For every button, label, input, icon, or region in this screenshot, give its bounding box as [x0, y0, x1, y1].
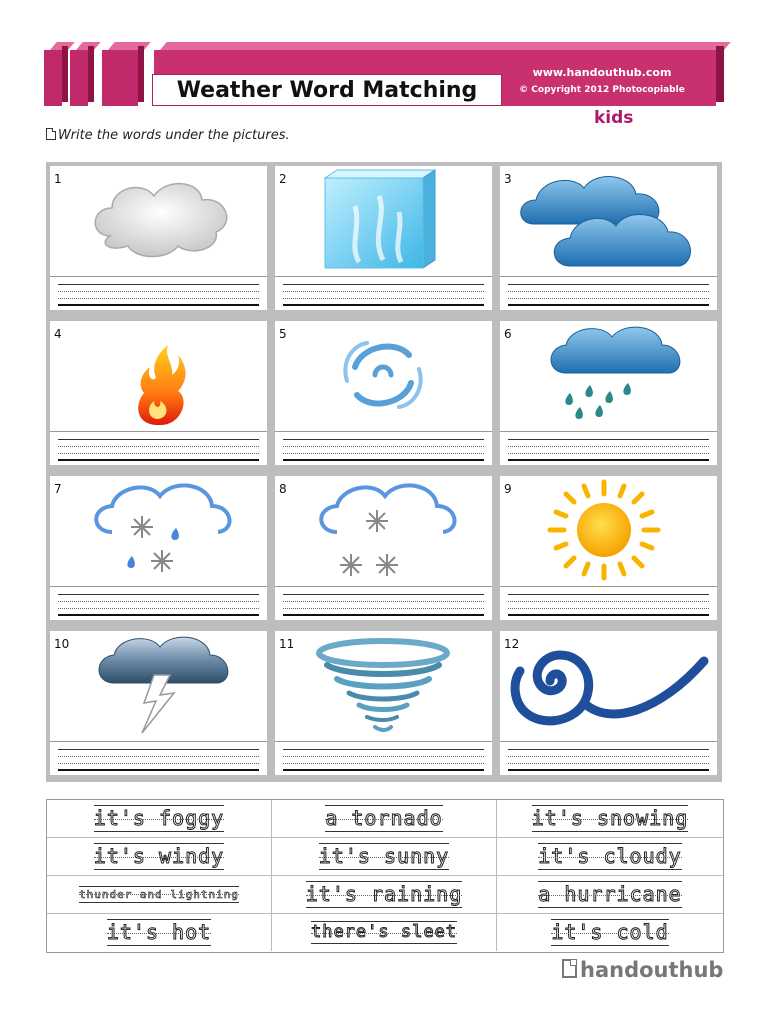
word-bank-cell — [47, 914, 272, 951]
word-bank-item: it's sunny — [318, 844, 450, 868]
picture-number: 12 — [504, 637, 520, 651]
copyright-notice: © Copyright 2012 Photocopiable — [519, 85, 685, 95]
banner-block — [44, 50, 62, 106]
picture-cell-10 — [50, 631, 267, 775]
word-bank-cell — [47, 838, 272, 876]
picture-cell-6 — [500, 321, 717, 465]
word-bank — [46, 799, 724, 953]
picture-number: 7 — [54, 482, 62, 496]
word-bank-cell — [272, 876, 497, 914]
picture-cell-1 — [50, 166, 267, 310]
picture-number: 2 — [279, 172, 287, 186]
snow-cloud-icon — [275, 476, 492, 586]
word-bank-item: it's cold — [551, 920, 669, 944]
writing-lines[interactable] — [50, 431, 267, 466]
banner-block — [102, 50, 138, 106]
writing-lines[interactable] — [50, 586, 267, 621]
word-bank-cell — [497, 838, 723, 876]
word-bank-item: thunder and lightning — [79, 886, 239, 904]
writing-lines[interactable] — [275, 586, 492, 621]
footer-brand — [562, 958, 723, 982]
word-bank-cell — [47, 800, 272, 838]
picture-number: 11 — [279, 637, 295, 651]
picture-number: 9 — [504, 482, 512, 496]
word-bank-cell — [47, 876, 272, 914]
word-bank-cell — [497, 800, 723, 838]
writing-lines[interactable] — [500, 586, 717, 621]
word-bank-cell — [272, 914, 497, 951]
writing-lines[interactable] — [500, 276, 717, 311]
picture-number: 8 — [279, 482, 287, 496]
picture-number: 6 — [504, 327, 512, 341]
picture-cell-2 — [275, 166, 492, 310]
header-banner — [44, 42, 724, 108]
picture-number: 4 — [54, 327, 62, 341]
picture-cell-11 — [275, 631, 492, 775]
clouds-icon — [500, 166, 717, 276]
picture-grid — [46, 162, 722, 782]
fog-cloud-icon — [50, 166, 267, 276]
word-bank-item: it's hot — [106, 920, 212, 944]
writing-lines[interactable] — [500, 741, 717, 776]
sleet-cloud-icon — [50, 476, 267, 586]
title-box — [152, 74, 502, 106]
word-bank-item: it's cloudy — [538, 844, 682, 868]
writing-lines[interactable] — [500, 431, 717, 466]
kids-badge: kids — [594, 108, 634, 128]
wind-swirl-icon — [500, 631, 717, 741]
writing-lines[interactable] — [275, 431, 492, 466]
picture-number: 1 — [54, 172, 62, 186]
writing-lines[interactable] — [50, 276, 267, 311]
hurricane-swirl-icon — [275, 321, 492, 431]
picture-cell-5 — [275, 321, 492, 465]
page-title: Weather Word Matching — [176, 77, 478, 103]
picture-number: 5 — [279, 327, 287, 341]
picture-cell-4 — [50, 321, 267, 465]
picture-cell-3 — [500, 166, 717, 310]
picture-cell-9 — [500, 476, 717, 620]
picture-cell-8 — [275, 476, 492, 620]
site-url: www.handouthub.com — [532, 66, 672, 79]
flame-icon — [50, 321, 267, 431]
word-bank-item: it's foggy — [93, 806, 225, 830]
ice-cube-icon — [275, 166, 492, 276]
thunderstorm-icon — [50, 631, 267, 741]
picture-number: 3 — [504, 172, 512, 186]
word-bank-cell — [497, 876, 723, 914]
word-bank-item: there's sleet — [311, 921, 457, 945]
instruction-text: Write the words under the pictures. — [58, 128, 290, 143]
word-bank-item: it's windy — [93, 844, 225, 868]
word-bank-item: it's raining — [305, 882, 463, 906]
word-bank-cell — [272, 838, 497, 876]
writing-lines[interactable] — [50, 741, 267, 776]
word-bank-cell — [272, 800, 497, 838]
sun-icon — [500, 476, 717, 586]
picture-number: 10 — [54, 637, 70, 651]
picture-cell-7 — [50, 476, 267, 620]
document-icon — [562, 959, 577, 978]
instruction — [46, 128, 290, 143]
word-bank-cell — [497, 914, 723, 951]
word-bank-item: a hurricane — [538, 882, 682, 906]
document-icon — [46, 128, 56, 140]
writing-lines[interactable] — [275, 741, 492, 776]
picture-cell-12 — [500, 631, 717, 775]
word-bank-item: a tornado — [325, 806, 443, 830]
banner-block — [70, 50, 88, 106]
rain-cloud-icon — [500, 321, 717, 431]
word-bank-item: it's snowing — [531, 806, 689, 830]
brand-name: handouthub — [580, 958, 724, 982]
writing-lines[interactable] — [275, 276, 492, 311]
tornado-icon — [275, 631, 492, 741]
